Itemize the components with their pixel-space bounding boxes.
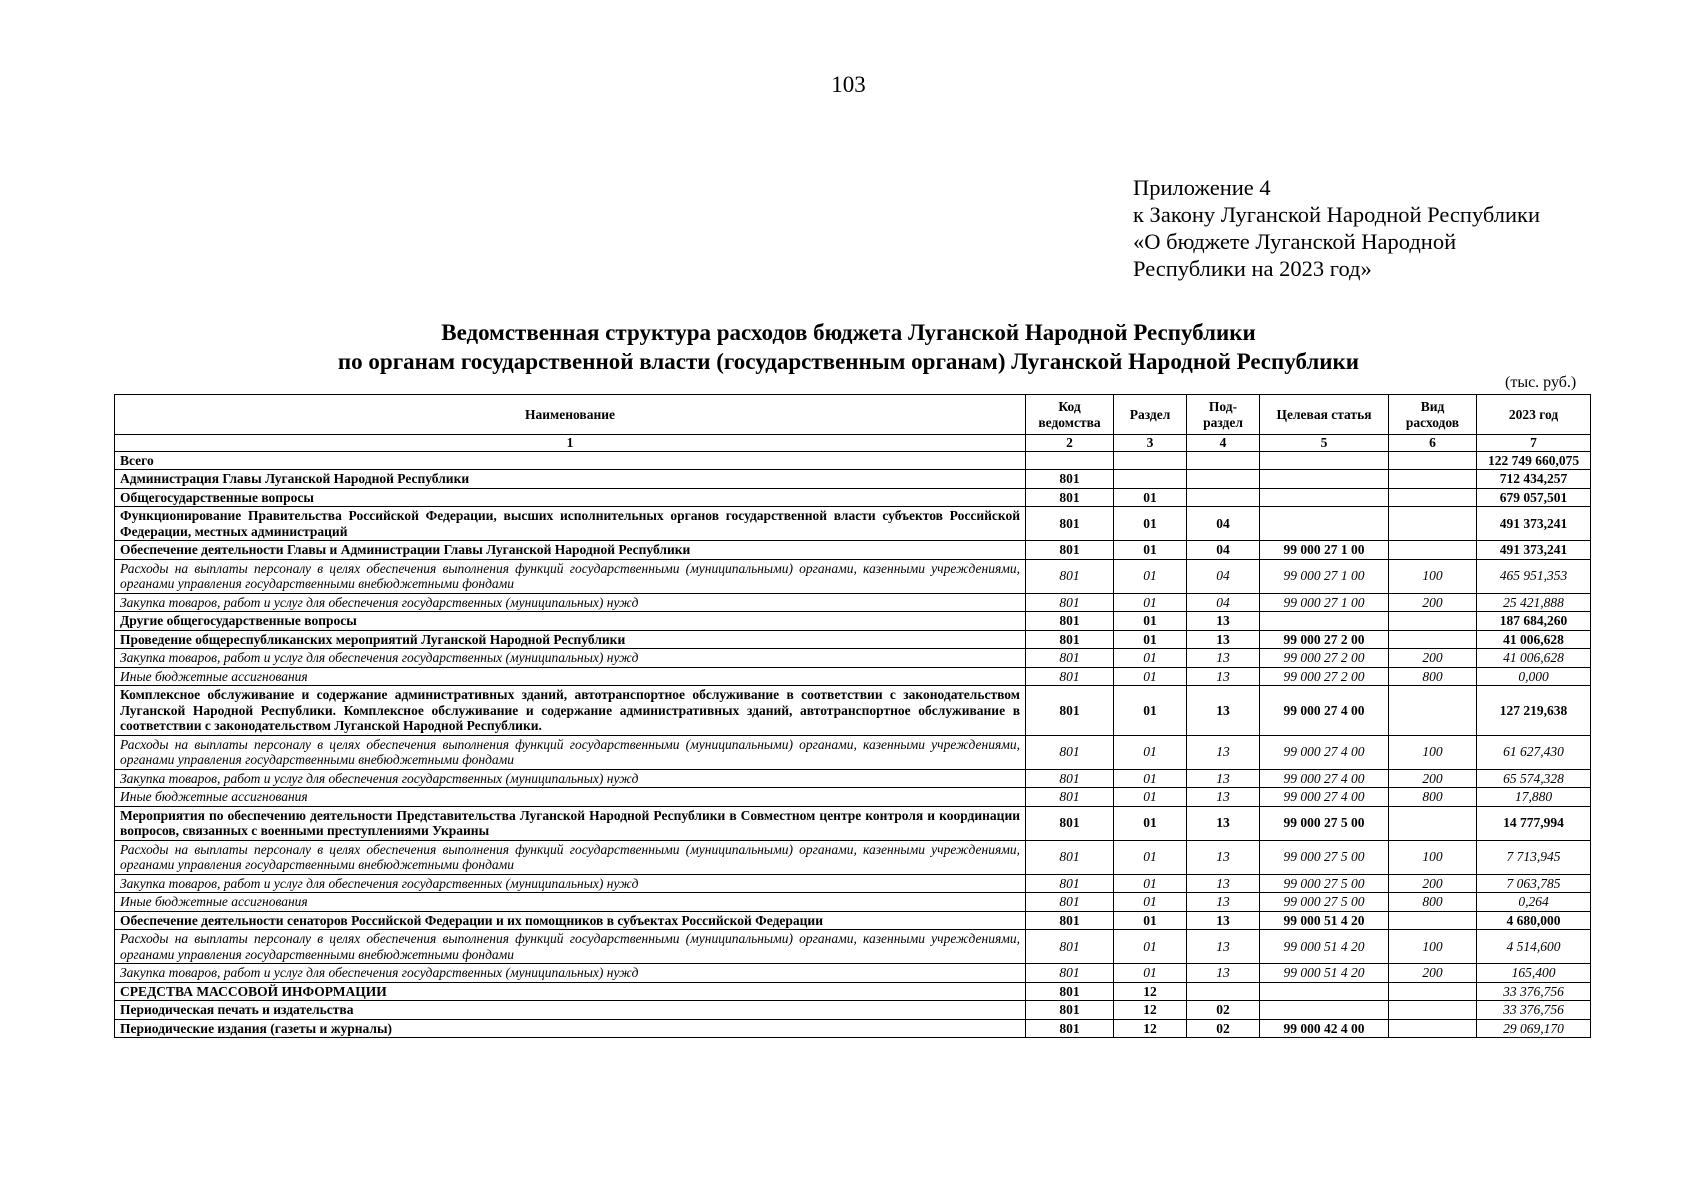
cell-dept-code: 801 [1026, 930, 1114, 964]
header-year: 2023 год [1477, 395, 1591, 435]
cell-name: Закупка товаров, работ и услуг для обеспечения государственных (муниципальных) нужд [115, 874, 1026, 893]
cell-target: 99 000 27 4 00 [1260, 686, 1389, 736]
cell-name: Иные бюджетные ассигнования [115, 667, 1026, 686]
cell-name: Расходы на выплаты персоналу в целях обеспечения выполнения функций государственными (муниципальными) органами, казенными учреждениями, органами управления государственными внебюджетными фондами [115, 559, 1026, 593]
table-row [115, 451, 1591, 470]
cell-subsection: 13 [1187, 874, 1260, 893]
table-row [115, 612, 1591, 631]
cell-target [1260, 1001, 1389, 1020]
cell-expense-type [1389, 488, 1477, 507]
cell-subsection [1187, 470, 1260, 489]
table-row [115, 874, 1591, 893]
cell-expense-type [1389, 507, 1477, 541]
cell-target: 99 000 27 5 00 [1260, 893, 1389, 912]
cell-amount: 65 574,328 [1477, 769, 1591, 788]
cell-expense-type: 800 [1389, 893, 1477, 912]
table-row [115, 630, 1591, 649]
cell-subsection: 13 [1187, 806, 1260, 840]
cell-dept-code: 801 [1026, 874, 1114, 893]
cell-subsection: 04 [1187, 541, 1260, 560]
table-row [115, 840, 1591, 874]
cell-dept-code: 801 [1026, 630, 1114, 649]
cell-section: 01 [1114, 964, 1187, 983]
cell-expense-type: 100 [1389, 559, 1477, 593]
cell-name: Закупка товаров, работ и услуг для обеспечения государственных (муниципальных) нужд [115, 964, 1026, 983]
cell-dept-code: 801 [1026, 911, 1114, 930]
cell-section: 01 [1114, 612, 1187, 631]
document-title [0, 318, 1697, 376]
header-target: Целевая статья [1260, 395, 1389, 435]
cell-target: 99 000 27 2 00 [1260, 667, 1389, 686]
table-row [115, 507, 1591, 541]
table-row [115, 649, 1591, 668]
cell-section: 01 [1114, 840, 1187, 874]
cell-dept-code: 801 [1026, 964, 1114, 983]
cell-name: Всего [115, 451, 1026, 470]
cell-section: 01 [1114, 686, 1187, 736]
cell-amount: 491 373,241 [1477, 507, 1591, 541]
cell-dept-code: 801 [1026, 1019, 1114, 1038]
cell-target: 99 000 27 4 00 [1260, 788, 1389, 807]
page-number: 103 [831, 72, 866, 97]
cell-section: 01 [1114, 788, 1187, 807]
cell-target: 99 000 51 4 20 [1260, 930, 1389, 964]
index-cell: 4 [1187, 435, 1260, 452]
cell-section: 01 [1114, 667, 1187, 686]
appendix-line: Республики на 2023 год» [1133, 256, 1372, 281]
cell-expense-type [1389, 612, 1477, 631]
cell-name: Мероприятия по обеспечению деятельности Представительства Луганской Народной Республики в Совместном центре контроля и координации вопросов, связанных с военными преступлениями Украины [115, 806, 1026, 840]
cell-dept-code: 801 [1026, 667, 1114, 686]
cell-amount: 4 514,600 [1477, 930, 1591, 964]
cell-target: 99 000 27 5 00 [1260, 806, 1389, 840]
cell-name: Функционирование Правительства Российской Федерации, высших исполнительных органов государственной власти субъектов Российской Федерации, местных администраций [115, 507, 1026, 541]
cell-amount: 41 006,628 [1477, 649, 1591, 668]
cell-amount: 29 069,170 [1477, 1019, 1591, 1038]
table-row [115, 930, 1591, 964]
cell-subsection: 13 [1187, 788, 1260, 807]
appendix-line: «О бюджете Луганской Народной [1133, 229, 1457, 254]
cell-dept-code: 801 [1026, 769, 1114, 788]
cell-target [1260, 470, 1389, 489]
cell-subsection: 13 [1187, 649, 1260, 668]
cell-subsection [1187, 982, 1260, 1001]
cell-amount: 25 421,888 [1477, 593, 1591, 612]
cell-expense-type: 200 [1389, 874, 1477, 893]
table-row [115, 559, 1591, 593]
cell-name: Обеспечение деятельности Главы и Администрации Главы Луганской Народной Республики [115, 541, 1026, 560]
cell-section: 12 [1114, 982, 1187, 1001]
cell-name: Проведение общереспубликанских мероприятий Луганской Народной Республики [115, 630, 1026, 649]
cell-subsection: 13 [1187, 911, 1260, 930]
cell-section: 01 [1114, 649, 1187, 668]
index-cell: 6 [1389, 435, 1477, 452]
cell-dept-code: 801 [1026, 686, 1114, 736]
table-row [115, 893, 1591, 912]
cell-amount: 0,000 [1477, 667, 1591, 686]
cell-expense-type [1389, 911, 1477, 930]
cell-dept-code: 801 [1026, 559, 1114, 593]
table-row [115, 1019, 1591, 1038]
table-row [115, 593, 1591, 612]
index-cell: 5 [1260, 435, 1389, 452]
cell-target: 99 000 27 5 00 [1260, 874, 1389, 893]
cell-subsection: 13 [1187, 735, 1260, 769]
cell-amount: 17,880 [1477, 788, 1591, 807]
cell-expense-type: 800 [1389, 788, 1477, 807]
cell-amount: 122 749 660,075 [1477, 451, 1591, 470]
cell-target: 99 000 27 4 00 [1260, 735, 1389, 769]
cell-dept-code: 801 [1026, 1001, 1114, 1020]
cell-section: 01 [1114, 559, 1187, 593]
cell-name: Периодические издания (газеты и журналы) [115, 1019, 1026, 1038]
header-section: Раздел [1114, 395, 1187, 435]
cell-target: 99 000 27 1 00 [1260, 541, 1389, 560]
cell-target: 99 000 27 2 00 [1260, 649, 1389, 668]
cell-subsection: 13 [1187, 893, 1260, 912]
cell-section: 01 [1114, 769, 1187, 788]
cell-expense-type [1389, 806, 1477, 840]
cell-expense-type: 800 [1389, 667, 1477, 686]
cell-dept-code: 801 [1026, 806, 1114, 840]
cell-name: Закупка товаров, работ и услуг для обеспечения государственных (муниципальных) нужд [115, 593, 1026, 612]
cell-subsection: 13 [1187, 686, 1260, 736]
cell-name: Расходы на выплаты персоналу в целях обеспечения выполнения функций государственными (муниципальными) органами, казенными учреждениями, органами управления государственными внебюджетными фондами [115, 930, 1026, 964]
cell-section: 01 [1114, 593, 1187, 612]
cell-name: Комплексное обслуживание и содержание административных зданий, автотранспортное обслуживание в соответствии с законодательством Луганской Народной Республики. Комплексное обслуживание и содержание административных зданий, автотранспортное обслуживание в соответствии с законодательством Луганской Народной Республики. [115, 686, 1026, 736]
table-row [115, 911, 1591, 930]
cell-amount: 712 434,257 [1477, 470, 1591, 489]
cell-subsection: 13 [1187, 630, 1260, 649]
cell-section [1114, 470, 1187, 489]
appendix-line: Приложение 4 [1133, 175, 1271, 200]
cell-target [1260, 612, 1389, 631]
cell-name: Периодическая печать и издательства [115, 1001, 1026, 1020]
cell-expense-type: 200 [1389, 769, 1477, 788]
table-header-row [115, 395, 1591, 435]
cell-dept-code: 801 [1026, 788, 1114, 807]
table-row [115, 470, 1591, 489]
cell-target [1260, 507, 1389, 541]
index-cell: 1 [115, 435, 1026, 452]
table-index-row [115, 435, 1591, 452]
index-cell: 7 [1477, 435, 1591, 452]
cell-subsection: 13 [1187, 930, 1260, 964]
table-row [115, 982, 1591, 1001]
cell-name: Закупка товаров, работ и услуг для обеспечения государственных (муниципальных) нужд [115, 769, 1026, 788]
header-dept-code: Код ведомства [1026, 395, 1114, 435]
cell-target: 99 000 51 4 20 [1260, 964, 1389, 983]
cell-name: Администрация Главы Луганской Народной Республики [115, 470, 1026, 489]
table-body [115, 451, 1591, 1038]
cell-dept-code: 801 [1026, 488, 1114, 507]
cell-name: Другие общегосударственные вопросы [115, 612, 1026, 631]
cell-expense-type [1389, 630, 1477, 649]
cell-amount: 7 713,945 [1477, 840, 1591, 874]
cell-section: 01 [1114, 893, 1187, 912]
cell-section: 01 [1114, 541, 1187, 560]
cell-target: 99 000 27 1 00 [1260, 559, 1389, 593]
cell-subsection: 13 [1187, 769, 1260, 788]
cell-target: 99 000 27 1 00 [1260, 593, 1389, 612]
cell-dept-code: 801 [1026, 893, 1114, 912]
cell-expense-type: 100 [1389, 735, 1477, 769]
cell-dept-code: 801 [1026, 541, 1114, 560]
cell-name: Расходы на выплаты персоналу в целях обеспечения выполнения функций государственными (муниципальными) органами, казенными учреждениями, органами управления государственными внебюджетными фондами [115, 735, 1026, 769]
table-row [115, 488, 1591, 507]
cell-dept-code: 801 [1026, 593, 1114, 612]
cell-section: 01 [1114, 911, 1187, 930]
cell-name: Иные бюджетные ассигнования [115, 788, 1026, 807]
cell-amount: 61 627,430 [1477, 735, 1591, 769]
document-title-line: Ведомственная структура расходов бюджета Луганской Народной Республики [441, 320, 1256, 345]
cell-section: 01 [1114, 735, 1187, 769]
cell-expense-type: 200 [1389, 593, 1477, 612]
table-row [115, 788, 1591, 807]
cell-subsection: 13 [1187, 667, 1260, 686]
header-name: Наименование [115, 395, 1026, 435]
budget-table [114, 394, 1591, 1038]
appendix-block [1133, 174, 1540, 282]
cell-expense-type [1389, 470, 1477, 489]
cell-dept-code: 801 [1026, 982, 1114, 1001]
units-label: (тыс. руб.) [1505, 374, 1577, 391]
table-row [115, 964, 1591, 983]
cell-subsection: 04 [1187, 507, 1260, 541]
cell-section: 12 [1114, 1019, 1187, 1038]
cell-dept-code: 801 [1026, 612, 1114, 631]
cell-subsection: 13 [1187, 612, 1260, 631]
cell-section: 01 [1114, 488, 1187, 507]
cell-expense-type [1389, 686, 1477, 736]
cell-section [1114, 451, 1187, 470]
cell-subsection: 13 [1187, 964, 1260, 983]
index-cell: 2 [1026, 435, 1114, 452]
cell-amount: 127 219,638 [1477, 686, 1591, 736]
cell-name: Закупка товаров, работ и услуг для обеспечения государственных (муниципальных) нужд [115, 649, 1026, 668]
cell-amount: 33 376,756 [1477, 1001, 1591, 1020]
cell-name: Иные бюджетные ассигнования [115, 893, 1026, 912]
cell-subsection: 04 [1187, 593, 1260, 612]
cell-dept-code: 801 [1026, 649, 1114, 668]
cell-dept-code: 801 [1026, 735, 1114, 769]
cell-subsection: 13 [1187, 840, 1260, 874]
cell-dept-code: 801 [1026, 470, 1114, 489]
cell-target: 99 000 51 4 20 [1260, 911, 1389, 930]
table-row [115, 1001, 1591, 1020]
cell-amount: 187 684,260 [1477, 612, 1591, 631]
cell-subsection: 02 [1187, 1019, 1260, 1038]
cell-expense-type: 100 [1389, 840, 1477, 874]
cell-expense-type: 100 [1389, 930, 1477, 964]
cell-target [1260, 451, 1389, 470]
cell-amount: 491 373,241 [1477, 541, 1591, 560]
table-row [115, 686, 1591, 736]
index-cell: 3 [1114, 435, 1187, 452]
table-row [115, 806, 1591, 840]
cell-target: 99 000 27 2 00 [1260, 630, 1389, 649]
cell-expense-type [1389, 541, 1477, 560]
cell-name: Расходы на выплаты персоналу в целях обеспечения выполнения функций государственными (муниципальными) органами, казенными учреждениями, органами управления государственными внебюджетными фондами [115, 840, 1026, 874]
header-expense-type: Вид расходов [1389, 395, 1477, 435]
cell-amount: 7 063,785 [1477, 874, 1591, 893]
cell-dept-code: 801 [1026, 507, 1114, 541]
cell-expense-type [1389, 1019, 1477, 1038]
cell-amount: 465 951,353 [1477, 559, 1591, 593]
cell-target: 99 000 27 4 00 [1260, 769, 1389, 788]
cell-target [1260, 488, 1389, 507]
appendix-line: к Закону Луганской Народной Республики [1133, 202, 1541, 227]
cell-expense-type [1389, 451, 1477, 470]
cell-expense-type [1389, 1001, 1477, 1020]
cell-amount: 41 006,628 [1477, 630, 1591, 649]
cell-subsection: 02 [1187, 1001, 1260, 1020]
header-subsection: Под-раздел [1187, 395, 1260, 435]
cell-target [1260, 982, 1389, 1001]
cell-amount: 679 057,501 [1477, 488, 1591, 507]
cell-section: 01 [1114, 874, 1187, 893]
cell-name: СРЕДСТВА МАССОВОЙ ИНФОРМАЦИИ [115, 982, 1026, 1001]
document-title-line: по органам государственной власти (государственным органам) Луганской Народной Республики [337, 349, 1360, 374]
cell-section: 01 [1114, 630, 1187, 649]
cell-section: 01 [1114, 930, 1187, 964]
cell-dept-code: 801 [1026, 840, 1114, 874]
cell-expense-type [1389, 982, 1477, 1001]
table-row [115, 667, 1591, 686]
cell-amount: 14 777,994 [1477, 806, 1591, 840]
cell-name: Общегосударственные вопросы [115, 488, 1026, 507]
cell-section: 01 [1114, 507, 1187, 541]
cell-name: Обеспечение деятельности сенаторов Российской Федерации и их помощников в субъектах Российской Федерации [115, 911, 1026, 930]
cell-amount: 33 376,756 [1477, 982, 1591, 1001]
cell-section: 01 [1114, 806, 1187, 840]
table-row [115, 541, 1591, 560]
cell-amount: 165,400 [1477, 964, 1591, 983]
cell-dept-code [1026, 451, 1114, 470]
cell-amount: 4 680,000 [1477, 911, 1591, 930]
cell-subsection: 04 [1187, 559, 1260, 593]
cell-expense-type: 200 [1389, 649, 1477, 668]
table-row [115, 735, 1591, 769]
table-row [115, 769, 1591, 788]
cell-amount: 0,264 [1477, 893, 1591, 912]
cell-section: 12 [1114, 1001, 1187, 1020]
cell-target: 99 000 42 4 00 [1260, 1019, 1389, 1038]
cell-target: 99 000 27 5 00 [1260, 840, 1389, 874]
cell-subsection [1187, 451, 1260, 470]
cell-expense-type: 200 [1389, 964, 1477, 983]
cell-subsection [1187, 488, 1260, 507]
